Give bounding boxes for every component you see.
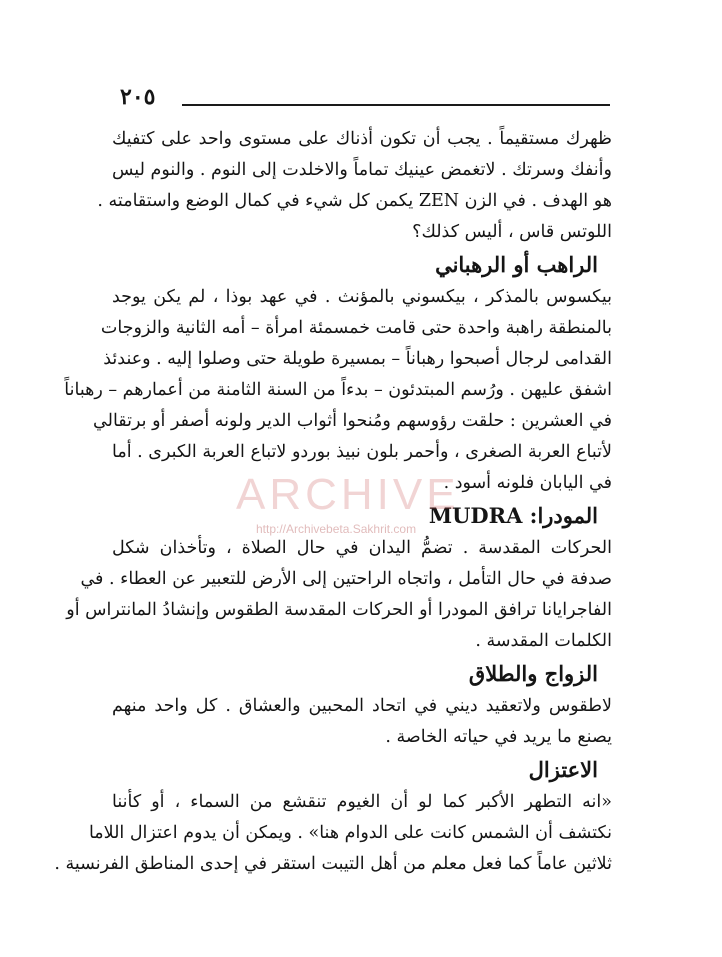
text-line: وأنفك وسرتك . لاتغمض عينيك تماماً والاخلدت إلى النوم . والنوم ليس [112, 160, 612, 180]
page-header [112, 86, 610, 116]
text-line: هو الهدف . في الزن ZEN يكمن كل شيء في كمال الوضع واستقامته . [97, 191, 612, 211]
text-line: بالمنطقة راهبة واحدة حتى قامت خمسمئة امرأة – أمه الثانية والزوجات [100, 318, 612, 338]
text-line: اللوتس قاس ، أليس كذلك؟ [412, 222, 612, 242]
text-line: الحركات المقدسة . تضمُّ اليدان في حال الصلاة ، وتأخذان شكل [112, 538, 612, 558]
text-line: صدفة في حال التأمل ، واتجاه الراحتين إلى الأرض للتعبير عن العطاء . في [80, 569, 612, 589]
text-line: لأتباع العربة الصغرى ، وأحمر بلون نبيذ بوردو لاتباع العربة الكبرى . أما [112, 442, 612, 462]
text-line: بيكسوس بالمذكر ، بيكسوني بالمؤنث . في عهد بوذا ، لم يكن يوجد [112, 287, 612, 307]
text-line: لاطقوس ولاتعقيد ديني في اتحاد المحبين والعشاق . كل واحد منهم [112, 696, 612, 716]
text-line: الكلمات المقدسة . [475, 631, 612, 651]
body-text [54, 124, 612, 880]
text-line: «انه التطهر الأكبر كما لو أن الغيوم تنقشع من السماء ، أو كأننا [112, 792, 612, 812]
text-line: ظهرك مستقيماً . يجب أن تكون أذناك على مستوى واحد على كتفيك [112, 129, 612, 149]
text-line: في العشرين : حلقت رؤوسهم ومُنحوا أثواب الدير ولونه أصفر أو برتقالي [93, 411, 612, 431]
page-number: ٢٠٥ [120, 84, 156, 110]
section-heading-monk: الراهب أو الرهباني [435, 252, 598, 277]
text-line: يصنع ما يريد في حياته الخاصة . [385, 727, 612, 747]
section-heading-marriage: الزواج والطلاق [468, 661, 598, 686]
text-line: نكتشف أن الشمس كانت على الدوام هنا» . ويمكن أن يدوم اعتزال اللاما [88, 823, 612, 843]
text-line: اشفق عليهن . ورُسم المبتدئون – بدءاً من السنة الثامنة من أعمارهم – رهباناً [64, 380, 612, 400]
text-line: الفاجرايانا ترافق المودرا أو الحركات المقدسة الطقوس وإنشادُ المانتراس أو [66, 600, 612, 620]
section-heading-retreat: الاعتزال [528, 757, 598, 782]
header-rule [182, 104, 610, 106]
watermark-logo: ARCHIVE [236, 470, 460, 519]
text-line: القدامى لرجال أصبحوا رهباناً – بمسيرة طويلة حتى وصلوا إليه . وعندئذ [103, 349, 612, 369]
text-line: في اليابان فلونه أسود . [443, 473, 612, 493]
text-line: ثلاثين عاماً كما فعل معلم من أهل التيبت استقر في إحدى المناطق الفرنسية . [54, 854, 612, 874]
section-heading-mudra: المودرا: MUDRA [428, 503, 598, 528]
watermark-url: http://Archivebeta.Sakhrit.com [256, 522, 417, 536]
